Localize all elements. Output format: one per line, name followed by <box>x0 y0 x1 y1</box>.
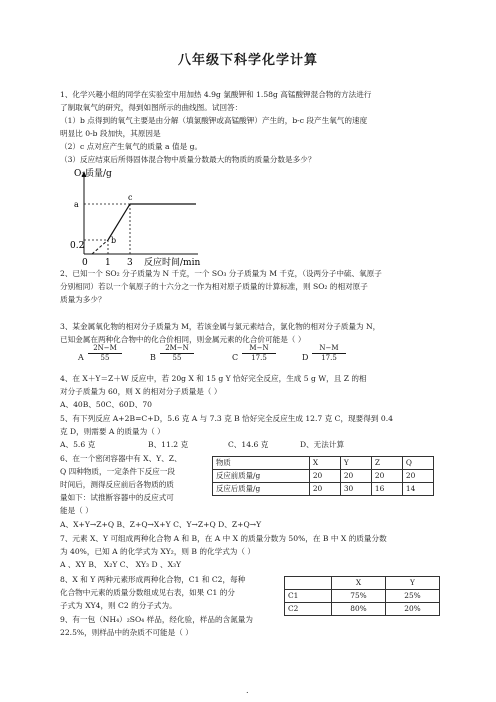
table-cell: C2 <box>285 603 332 616</box>
table-row <box>213 483 434 496</box>
q9-line-1: 9、有一包（NH₄）₂SO₄ 样品，经化验，样品的含氮量为 <box>60 615 253 624</box>
q1-line-4: 明显比 0-b 段加快，其原因是 <box>60 129 161 138</box>
table-cell: C1 <box>285 590 332 603</box>
graph-curve-b-c <box>108 204 130 240</box>
table-cell: 20 <box>371 470 402 483</box>
q5-option-c: C、14.6 克 <box>228 440 269 449</box>
q6-line-5: 能是（ ） <box>60 506 93 515</box>
q6-options: A、X+Y→Z+Q B、Z+Q→X+Y C、Y→Z+Q D、Z+Q→Y <box>60 520 262 529</box>
q5-line-2: 克 D，则需要 A 的质量为（ ） <box>60 427 165 436</box>
table-header-cell: X <box>309 457 340 470</box>
table-cell: 20 <box>309 483 340 496</box>
table-header-cell <box>285 577 332 590</box>
q4-line-2: 对分子质量为 60，则 X 的相对分子质量是（ ） <box>60 387 222 396</box>
q5-option-a: A、5.6 克 <box>60 440 96 449</box>
q3-option-a-denominator: 55 <box>100 354 110 362</box>
table-cell: 20 <box>402 470 433 483</box>
q3-line-1: 3、某金属氧化物的相对分子质量为 M，若该金属与氯元素结合，氯化物的相对分子质量为 N， <box>60 322 381 331</box>
graph-x-three: 3 <box>127 258 133 268</box>
q3-option-a-letter: A <box>78 353 84 362</box>
q1-line-1: 1、化学兴趣小组的同学在实验室中用加热 4.9g 氯酸钾和 1.58g 高锰酸钾混合物的方法进行 <box>60 90 372 99</box>
table-row <box>285 590 440 603</box>
q9-line-2: 22.5%，则样品中的杂质不可能是（ ） <box>60 628 193 637</box>
q7-line-1: 7、元素 X、Y 可组成两种化合物 A 和 B，在 A 中 X 的质量分数为 50%，在 B 中 X 的质量分数 <box>60 534 387 543</box>
q6-line-3: 时间后，测得反应前后各物质的质 <box>60 480 174 489</box>
q2-line-1: 2、已知一个 SO₂ 分子质量为 N 千克，一个 SO₃ 分子质量为 M 千克，（设两分子中硫、氧原子 <box>60 269 382 278</box>
q8-line-1: 8、X 和 Y 两种元素形成两种化合物，C1 和 C2，每种 <box>60 575 246 584</box>
table-cell: 30 <box>340 483 371 496</box>
q3-option-c-letter: C <box>232 353 239 362</box>
q8-line-2: 化合物中元素的质量分数组成见右表，如果 C1 的分 <box>60 588 235 597</box>
q1-line-6: （3）反应结束后所得固体混合物中质量分数最大的物质的质量分数是多少？ <box>60 155 316 164</box>
q3-option-a-fraction <box>88 344 122 363</box>
q6-mass-table <box>212 456 434 496</box>
q6-line-1: 6、在一个密闭容器中有 X、Y、Z、 <box>60 454 182 463</box>
table-row <box>285 577 440 590</box>
q8-line-3: 子式为 XY4，则 C2 的分子式为。 <box>60 601 177 610</box>
graph-c-label: c <box>128 193 133 202</box>
q3-option-c-denominator: 17.5 <box>251 354 267 362</box>
q8-composition-table <box>284 576 440 616</box>
q3-option-b-denominator: 55 <box>172 354 182 362</box>
table-row <box>213 470 434 483</box>
q5-line-1: 5、有下列反应 A+2B=C+D，5.6 克 A 与 7.3 克 B 恰好完全反应生成 12.7 克 C，现要得到 0.4 <box>60 414 393 423</box>
table-row <box>285 603 440 616</box>
q3-option-c-fraction <box>242 344 276 363</box>
q3-option-d-denominator: 17.5 <box>321 354 337 362</box>
table-cell: 反应前质量/g <box>213 470 310 483</box>
table-cell: 80% <box>332 603 386 616</box>
table-cell: 16 <box>371 483 402 496</box>
graph-x-zero: 0 <box>82 258 88 268</box>
graph-y-label: O₂质量/g <box>74 169 112 179</box>
q7-line-2: 为 40%，已知 A 的化学式为 XY₂，则 B 的化学式为（ ） <box>60 547 255 556</box>
q3-option-a-numerator: 2N−M <box>88 344 122 354</box>
q2-line-3: 质量为多少？ <box>60 295 106 304</box>
graph-b-label: b <box>111 236 117 245</box>
table-cell: 20 <box>309 470 340 483</box>
q3-option-c-numerator: M−N <box>242 344 276 354</box>
q3-option-d-numerator: N−M <box>312 344 346 354</box>
table-cell: 20 <box>340 470 371 483</box>
q1-line-2: 了制取氧气的研究，得到如图所示的曲线图。试回答： <box>60 103 243 112</box>
q1-line-3: （1）b 点得到的氧气主要是由分解（填氯酸钾或高锰酸钾）产生的，b-c 段产生氧气的速度 <box>60 116 368 125</box>
table-header-cell: Y <box>386 577 440 590</box>
q4-line-1: 4、在 X＋Y＝Z＋W 反应中，若 20g X 和 15 g Y 恰好完全反应，生成 5 g W，且 Z 的相 <box>60 374 367 383</box>
table-cell: 75% <box>332 590 386 603</box>
footer-mark: . <box>246 686 249 695</box>
q3-option-d-fraction <box>312 344 346 363</box>
q5-option-b: B、11.2 克 <box>148 440 189 449</box>
page-title: 八年级下科学化学计算 <box>177 53 318 68</box>
q3-line-2: 已知金属在两种化合物中的化合价相同，则金属元素的化合价可能是（ ） <box>60 335 306 344</box>
table-cell: 反应后质量/g <box>213 483 310 496</box>
q5-option-d: D、无法计算 <box>300 440 345 449</box>
table-cell: 20% <box>386 603 440 616</box>
table-cell: 25% <box>386 590 440 603</box>
table-cell: 14 <box>402 483 433 496</box>
table-header-cell: X <box>332 577 386 590</box>
graph-a-label: a <box>74 200 79 209</box>
graph-curve-0-b <box>92 240 108 254</box>
graph-origin-label: 0.2 <box>70 241 85 251</box>
q7-line-3: A 、XY B、 X₂Y C、 XY₃ D 、X₃Y <box>60 560 182 569</box>
table-row <box>213 457 434 470</box>
q6-line-4: 量如下：试推断容器中的反应式可 <box>60 493 174 502</box>
table-header-cell: Y <box>340 457 371 470</box>
table-header-cell: Z <box>371 457 402 470</box>
graph-x-one: 1 <box>105 258 111 268</box>
q6-line-2: Q 四种物质，一定条件下反应一段 <box>60 467 175 476</box>
q1-line-5: （2）c 点对应产生氧气的质量 a 值是 g。 <box>60 142 203 151</box>
table-header-cell: 物质 <box>213 457 310 470</box>
table-header-cell: Q <box>402 457 433 470</box>
q3-option-d-letter: D <box>302 353 309 362</box>
q2-line-2: 分别相同）若以一个氧原子的十六分之一作为相对原子质量的计算标准，则 SO₂ 的相对原子 <box>60 282 368 291</box>
oxygen-mass-graph <box>68 168 268 268</box>
q3-option-b-numerator: 2M−N <box>160 344 194 354</box>
graph-x-label: 反应时间/min <box>144 258 201 268</box>
q4-line-3: A、40B、50C、60D、70 <box>60 400 152 409</box>
q3-option-b-letter: B <box>150 353 156 362</box>
q3-option-b-fraction <box>160 344 194 363</box>
